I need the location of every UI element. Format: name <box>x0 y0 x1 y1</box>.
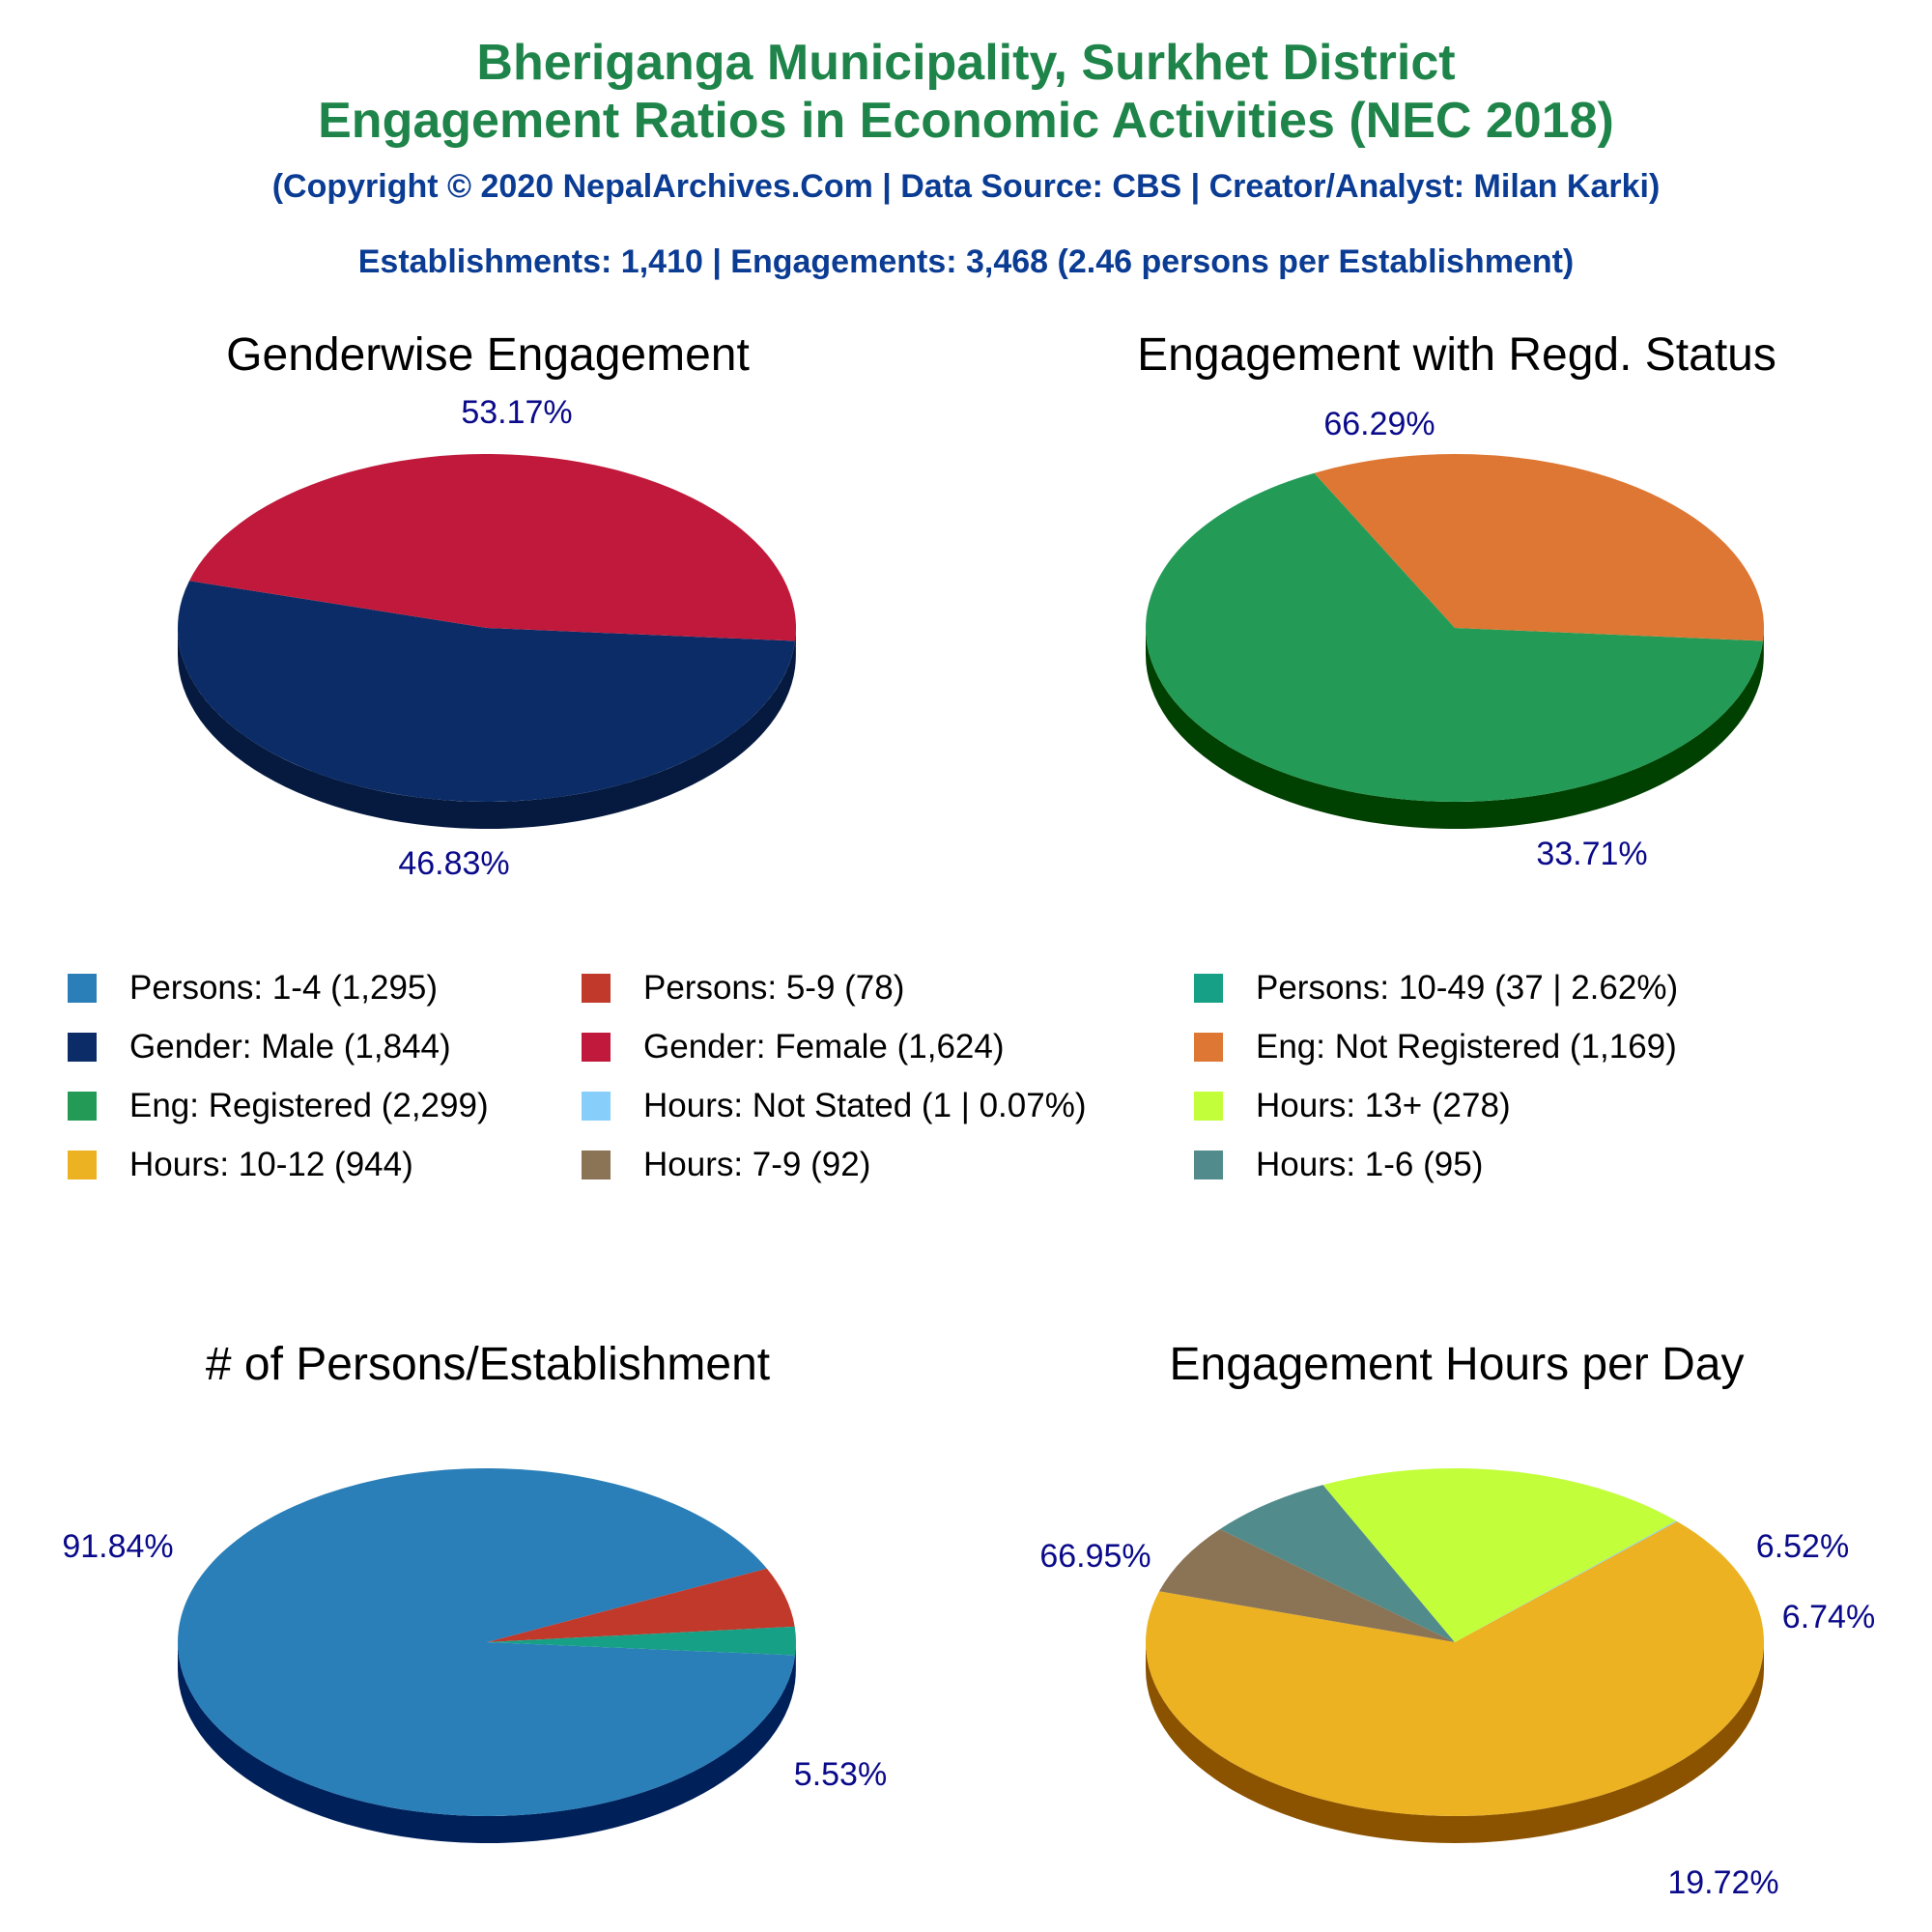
legend-item-hours-10-12 <box>68 1141 413 1189</box>
pie-label-1: 6.52% <box>1755 1528 1850 1565</box>
legend-swatch <box>582 1151 611 1179</box>
pie-label-3: 19.72% <box>1667 1864 1779 1901</box>
legend-swatch <box>582 1092 611 1121</box>
legend-swatch <box>68 1092 97 1121</box>
chart-title-line2: Engagement Ratios in Economic Activities (NEC 2018) <box>318 93 1614 149</box>
pie-label-1: 46.83% <box>398 845 510 882</box>
legend-swatch <box>1194 1092 1223 1121</box>
pie-label-1: 33.71% <box>1536 836 1648 872</box>
chart-title-line1: Bheriganga Municipality, Surkhet District <box>476 35 1456 91</box>
pie-chart-0 <box>178 394 796 882</box>
legend-item-persons-1-4 <box>68 964 438 1012</box>
legend-item-hours-7-9 <box>582 1141 870 1189</box>
legend-item-persons-5-9 <box>582 964 904 1012</box>
pie-title-registration: Engagement with Regd. Status <box>1137 329 1776 381</box>
legend-item-hours-13-plus <box>1194 1082 1511 1130</box>
pie-chart-3 <box>1039 1468 1875 1901</box>
legend-swatch <box>68 1151 97 1179</box>
pie-label-2: 6.74% <box>1781 1599 1876 1635</box>
legend-label: Hours: 7-9 (92) <box>643 1146 871 1183</box>
legend-label: Hours: 10-12 (944) <box>129 1146 413 1183</box>
legend-swatch <box>1194 1033 1223 1062</box>
legend-swatch <box>582 974 611 1003</box>
pie-title-persons: # of Persons/Establishment <box>205 1339 771 1390</box>
summary-line: Establishments: 1,410 | Engagements: 3,468 (2.46 persons per Establishment) <box>357 243 1575 280</box>
legend-label: Hours: Not Stated (1 | 0.07%) <box>643 1087 1087 1124</box>
pie-label-0: 66.95% <box>1039 1538 1151 1575</box>
pie-label-1: 5.53% <box>793 1756 888 1793</box>
legend-item-persons-10-49 <box>1194 964 1678 1012</box>
legend-item-gender-female <box>582 1023 1005 1071</box>
legend-label: Hours: 1-6 (95) <box>1256 1146 1484 1183</box>
legend-label: Gender: Male (1,844) <box>129 1028 451 1065</box>
copyright-note: (Copyright © 2020 NepalArchives.Com | Data Source: CBS | Creator/Analyst: Milan Karki) <box>271 168 1661 205</box>
legend-label: Persons: 10-49 (37 | 2.62%) <box>1256 969 1679 1007</box>
legend-label: Eng: Not Registered (1,169) <box>1256 1028 1677 1065</box>
legend-swatch <box>68 974 97 1003</box>
legend-label: Hours: 13+ (278) <box>1256 1087 1511 1124</box>
legend-item-hours-not-stated <box>582 1082 1086 1130</box>
pie-label-0: 53.17% <box>461 394 573 431</box>
legend-item-hours-1-6 <box>1194 1141 1483 1189</box>
legend-label: Persons: 5-9 (78) <box>643 969 905 1007</box>
legend-item-eng-not-registered <box>1194 1023 1677 1071</box>
pie-label-0: 91.84% <box>62 1528 174 1565</box>
legend-item-eng-registered <box>68 1082 489 1130</box>
legend-label: Persons: 1-4 (1,295) <box>129 969 439 1007</box>
legend-swatch <box>582 1033 611 1062</box>
legend-label: Eng: Registered (2,299) <box>129 1087 489 1124</box>
legend-swatch <box>68 1033 97 1062</box>
legend-item-gender-male <box>68 1023 451 1071</box>
legend-swatch <box>1194 974 1223 1003</box>
legend-swatch <box>1194 1151 1223 1179</box>
pie-label-0: 66.29% <box>1323 406 1435 442</box>
pie-title-hours: Engagement Hours per Day <box>1169 1339 1745 1390</box>
legend-label: Gender: Female (1,624) <box>643 1028 1005 1065</box>
pie-title-gender: Genderwise Engagement <box>226 329 750 381</box>
pie-chart-1 <box>1146 406 1764 872</box>
pie-chart-2 <box>62 1468 887 1843</box>
